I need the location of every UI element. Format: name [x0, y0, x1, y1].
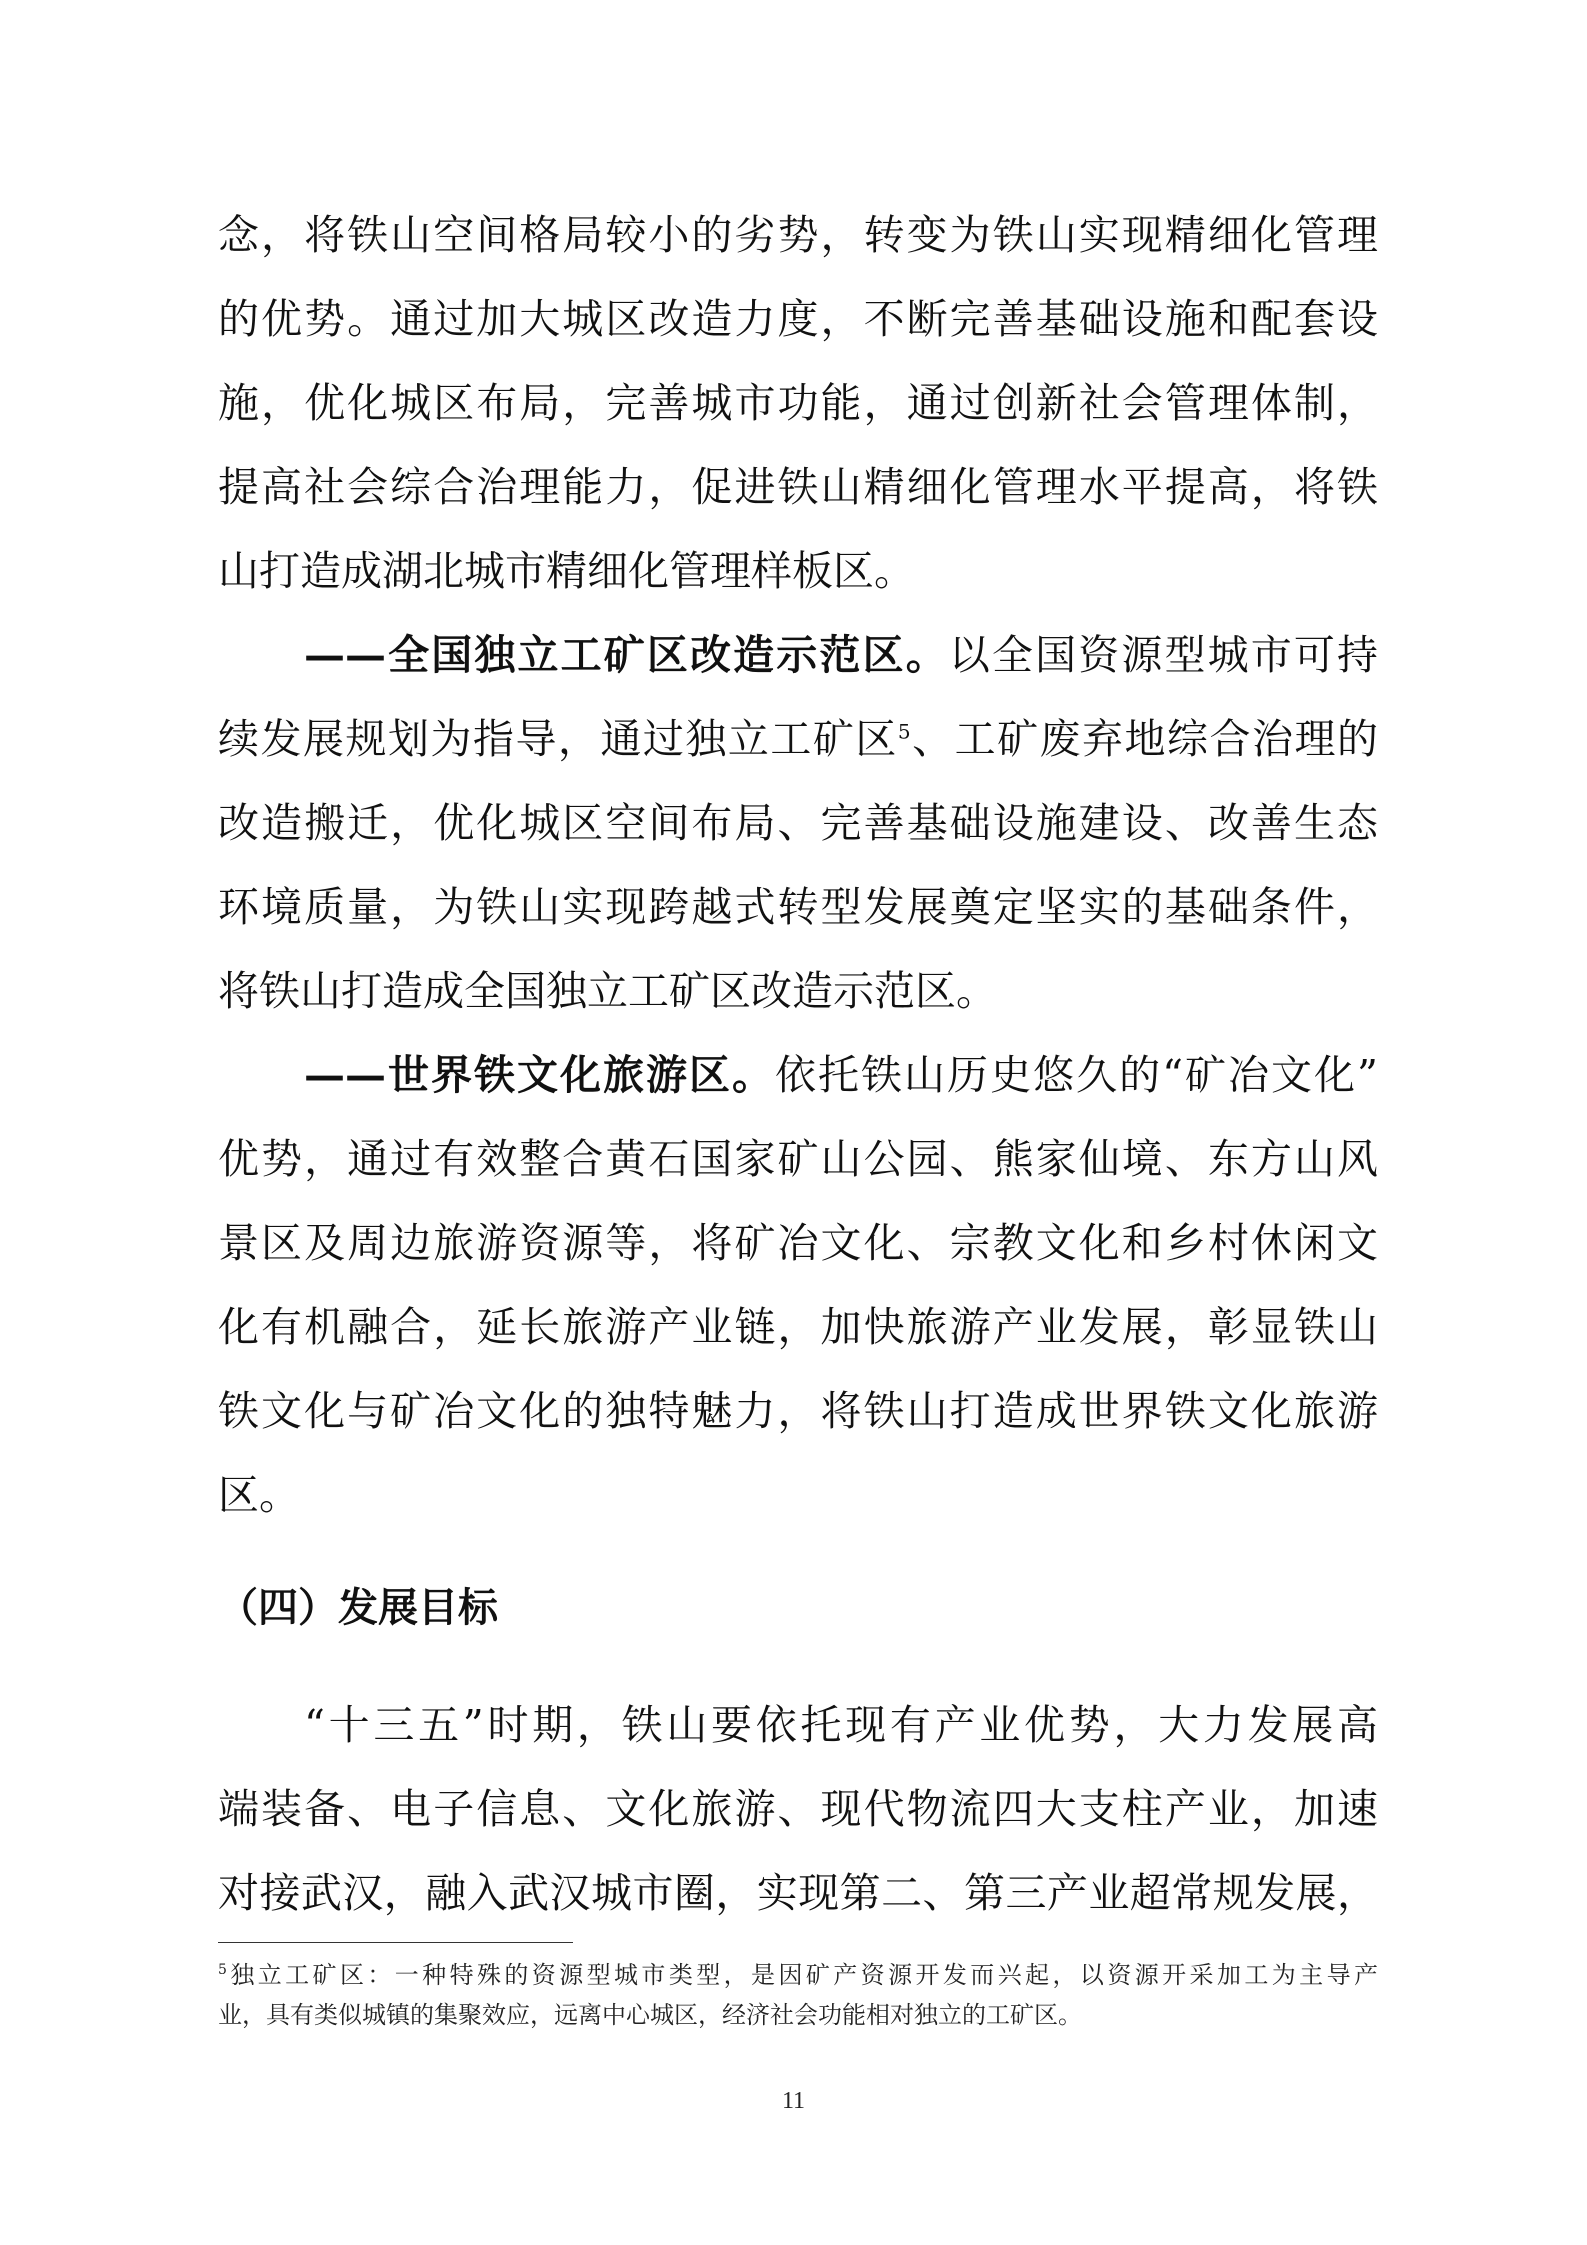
- footnote-reference[interactable]: 5: [897, 719, 911, 744]
- body-line: 念，将铁山空间格局较小的劣势，转变为铁山实现精细化管理: [218, 211, 1378, 259]
- paragraph-bold-title: ——世界铁文化旅游区。: [304, 1051, 776, 1099]
- footnote-text: 独立工矿区：一种特殊的资源型城市类型，是因矿产资源开发而兴起，以资源开采加工为主导产: [226, 1961, 1378, 1989]
- body-line: 化有机融合，延长旅游产业链，加快旅游产业发展，彰显铁山: [218, 1303, 1378, 1351]
- paragraph-bold-title: ——全国独立工矿区改造示范区。: [304, 631, 949, 679]
- footnote-divider: [218, 1942, 573, 1943]
- body-line: 铁文化与矿冶文化的独特魅力，将铁山打造成世界铁文化旅游: [218, 1387, 1378, 1435]
- page-number: 11: [781, 2088, 806, 2114]
- body-line: [218, 711, 1378, 767]
- section-heading: （四）发展目标: [218, 1585, 498, 1631]
- body-line: 景区及周边旅游资源等，将矿冶文化、宗教文化和乡村休闲文: [218, 1219, 1378, 1267]
- paragraph-first-line: [304, 627, 1378, 683]
- body-line: 端装备、电子信息、文化旅游、现代物流四大支柱产业，加速: [218, 1785, 1378, 1833]
- paragraph-text: 依托铁山历史悠久的“矿冶文化”: [775, 1051, 1379, 1099]
- body-line: 区。: [218, 1471, 300, 1519]
- body-line: 环境质量，为铁山实现跨越式转型发展奠定坚实的基础条件，: [218, 883, 1378, 931]
- body-line: 施，优化城区布局，完善城市功能，通过创新社会管理体制，: [218, 379, 1378, 427]
- body-line: 的优势。通过加大城区改造力度，不断完善基础设施和配套设: [218, 295, 1378, 343]
- paragraph-first-line: [304, 1047, 1378, 1103]
- body-line: 对接武汉，融入武汉城市圈，实现第二、第三产业超常规发展，: [218, 1869, 1378, 1917]
- body-line: 优势，通过有效整合黄石国家矿山公园、熊家仙境、东方山风: [218, 1135, 1378, 1183]
- body-line: 将铁山打造成全国独立工矿区改造示范区。: [218, 967, 997, 1015]
- body-line: 改造搬迁，优化城区空间布局、完善基础设施建设、改善生态: [218, 799, 1378, 847]
- paragraph-first-line: “十三五”时期，铁山要依托现有产业优势，大力发展高: [304, 1701, 1378, 1749]
- body-line: 提高社会综合治理能力，促进铁山精细化管理水平提高，将铁: [218, 463, 1378, 511]
- body-line: 山打造成湖北城市精细化管理样板区。: [218, 547, 915, 595]
- footnote-line: 业，具有类似城镇的集聚效应，远离中心城区，经济社会功能相对独立的工矿区。: [218, 2001, 1082, 2029]
- paragraph-text: 以全国资源型城市可持: [948, 631, 1379, 679]
- paragraph-text: 、工矿废弃地综合治理的: [910, 715, 1378, 763]
- footnote-mark: 5: [218, 1962, 227, 1978]
- footnote-line: [218, 1958, 1378, 1992]
- paragraph-text: 续发展规划为指导，通过独立工矿区: [218, 715, 898, 763]
